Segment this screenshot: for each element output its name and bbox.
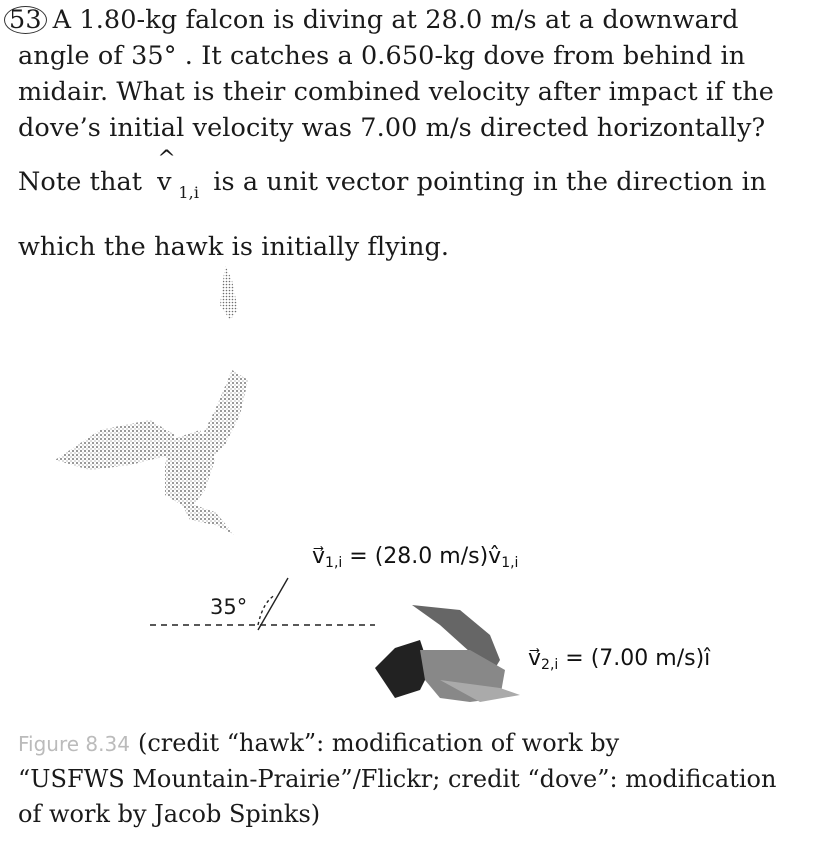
- v1-label: $v⃗_{1,i} = (28.0$ $m/s)v̂_{1,i}$: [312, 544, 519, 571]
- angle-label: 35°: [210, 595, 248, 619]
- v2-label: $v⃗_{2,i} = (7.00$ m/s)î: [528, 646, 711, 673]
- problem-line-3: midair. What is their combined velocity after impact if the: [18, 77, 774, 107]
- problem-line-1: A 1.80-kg falcon is diving at 28.0 m/s at a downward: [52, 5, 739, 35]
- caption-line-3: of work by Jacob Spinks): [18, 800, 321, 828]
- problem-number: 53: [4, 6, 47, 34]
- unit-vector-symbol: ^ v: [157, 147, 176, 197]
- problem-line-5-start: Note that: [18, 167, 143, 197]
- figure-falcon-dove: [0, 250, 824, 720]
- falcon-image: [55, 265, 248, 535]
- caption-line-2: “USFWS Mountain-Prairie”/Flickr; credit “dove”: modification: [18, 765, 777, 793]
- angle-lines: [150, 578, 375, 630]
- dove-image: [375, 605, 520, 702]
- problem-line-4: dove’s initial velocity was 7.00 m/s directed horizontally?: [18, 113, 766, 143]
- figure-caption: [18, 726, 808, 832]
- caption-line-1: (credit “hawk”: modification of work by: [137, 729, 620, 757]
- problem-line-6: which the hawk is initially flying.: [18, 232, 450, 262]
- problem-line-2: angle of 35° . It catches a 0.650-kg dove from behind in: [18, 41, 746, 71]
- figure-reference: Figure 8.34: [18, 732, 130, 756]
- problem-line-5-end: is a unit vector pointing in the direction in: [213, 167, 767, 197]
- unit-vector-subscript: 1,i: [178, 183, 200, 202]
- falcon-direction-line: [258, 578, 288, 630]
- problem-text: [9, 0, 808, 265]
